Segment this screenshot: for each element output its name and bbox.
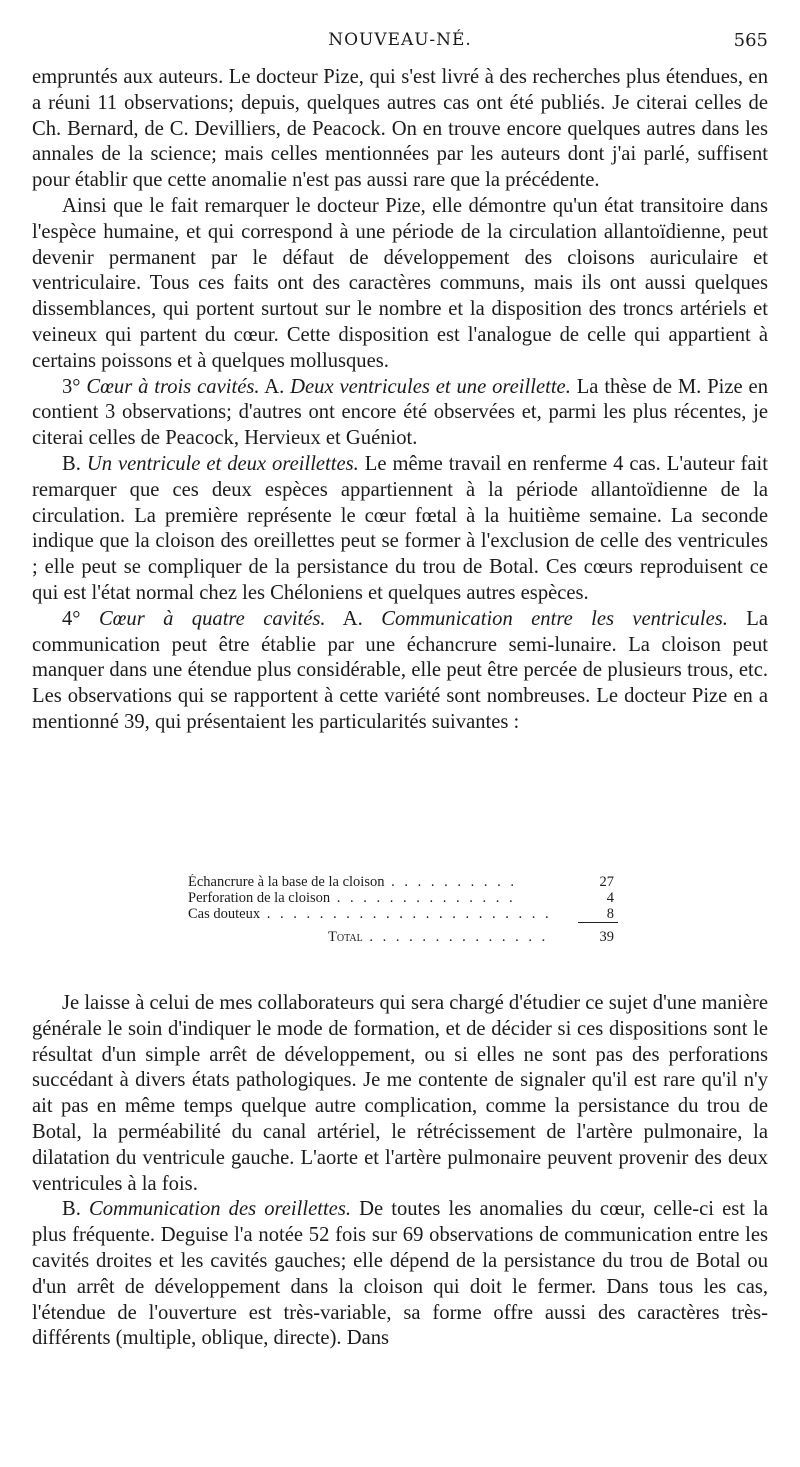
paragraph: Je laisse à celui de mes collaborateurs qui sera chargé d'étudier ce sujet d'une manière générale le soin d'indiquer le mode de formation, et de décider si ces dispositions sont le résultat d'un simple arrêt de développement, ou si elles ne sont pas des perforations succédant à divers états pathologiques. Je me contente de signaler qu'il est rare qu'il n'y ait pas en même temps quelque autre complication, comme la persistance du trou de Botal, la perméabilité du canal artériel, le rétrécissement de l'artère pulmonaire, la dilatation du ventricule gauche. L'aorte et l'artère pulmonaire peuvent provenir des deux ventricules à la fois. [32, 992, 768, 1195]
table-total-row: Total . . . . . . . . . . . . . . 39 [328, 928, 614, 945]
subsection-heading: Communication des oreillettes. [89, 1198, 351, 1221]
table-row: Échancrure à la base de la cloison . . . . . . . . . . 27 [188, 874, 614, 890]
paragraph: Ainsi que le fait remarquer le docteur Pize, elle démontre qu'un état transitoire dans l'espèce humaine, et qui correspond à une période de la circulation allantoïdienne, peut devenir permanent par le défaut de développement des cloisons auriculaire et ventriculaire. Tous ces faits ont des caractères communs, mais ils ont aussi quelques dissemblances, qui portent surtout sur le nombre et la disposition des troncs artériels et veineux qui partent du cœur. Cette disposition est l'analogue de celle qui appartient à certains poissons et à quelques mollusques. [32, 194, 768, 372]
running-header [32, 30, 768, 60]
subsection-heading: Communication entre les ventricules. [381, 607, 728, 630]
table-row: Cas douteux . . . . . . . . . . . . . . . . . . . . . . 8 [188, 906, 618, 923]
paragraph: 4° Cœur à quatre cavités. A. Communication entre les ventricules. La communication peut être établie par une échancrure semi-lunaire. La cloison peut manquer dans une étendue plus considérable, elle peut être percée de plusieurs trous, etc. Les observations qui se rapportent à cette variété sont nombreuses. Le docteur Pize en a mentionné 39, qui présentaient les particularités suivantes : [32, 607, 768, 733]
paragraph: empruntés aux auteurs. Le docteur Pize, qui s'est livré à des recherches plus étendues, en a réuni 11 observations; depuis, quelques autres cas ont été publiés. Je citerai celles de Ch. Bernard, de C. Devilliers, de Peacock. On en trouve encore quelques autres dans les annales de la science; mais celles mentionnées par les auteurs dont j'ai parlé, suffisent pour établir que cette anomalie n'est pas aussi rare que la précédente. [32, 66, 768, 192]
page-number: 565 [733, 30, 768, 51]
paragraph: 3° Cœur à trois cavités. A. Deux ventricules et une oreillette. La thèse de M. Pize en contient 3 observations; d'autres ont encore été observées et, parmi les plus récentes, je citerai celles de Peacock, Hervieux et Guéniot. [32, 375, 768, 450]
paragraph: B. Communication des oreillettes. De toutes les anomalies du cœur, celle-ci est la plus fréquente. Deguise l'a notée 52 fois sur 69 observations de communication entre les cavités droites et les cavités gauches; elle dépend de la persistance du trou de Botal ou d'un arrêt de développement dans la cloison qui doit le fermer. Dans tous les cas, l'étendue de l'ouverture est très-variable, sa forme offre aussi des caractères très-différents (multiple, oblique, directe). Dans [32, 1198, 768, 1350]
subsection-heading: Un ventricule et deux oreillettes. [86, 452, 359, 475]
running-title: NOUVEAU-NÉ. [328, 30, 472, 50]
table-row: Perforation de la cloison . . . . . . . . . . . . . . 4 [188, 890, 614, 906]
body-text-top [32, 65, 768, 736]
subsection-heading: Deux ventricules et une oreillette. [290, 375, 571, 398]
paragraph: B. Un ventricule et deux oreillettes. Le même travail en renferme 4 cas. L'auteur fait remarquer que ces deux espèces appartiennent à la période allantoïdienne de la circulation. La première représente le cœur fœtal à la huitième semaine. La seconde indique que la cloison des oreillettes peut se former à l'exclusion de celle des ventricules ; elle peut se compliquer de la persistance du trou de Botal. Ces cœurs reproduisent ce qui est l'état normal chez les Chéloniens et quelques autres espèces. [32, 452, 768, 604]
section-heading: Cœur à trois cavités. [86, 375, 260, 398]
observations-table [188, 874, 618, 945]
body-text-bottom [32, 991, 768, 1352]
section-heading: Cœur à quatre cavités. [98, 607, 326, 630]
